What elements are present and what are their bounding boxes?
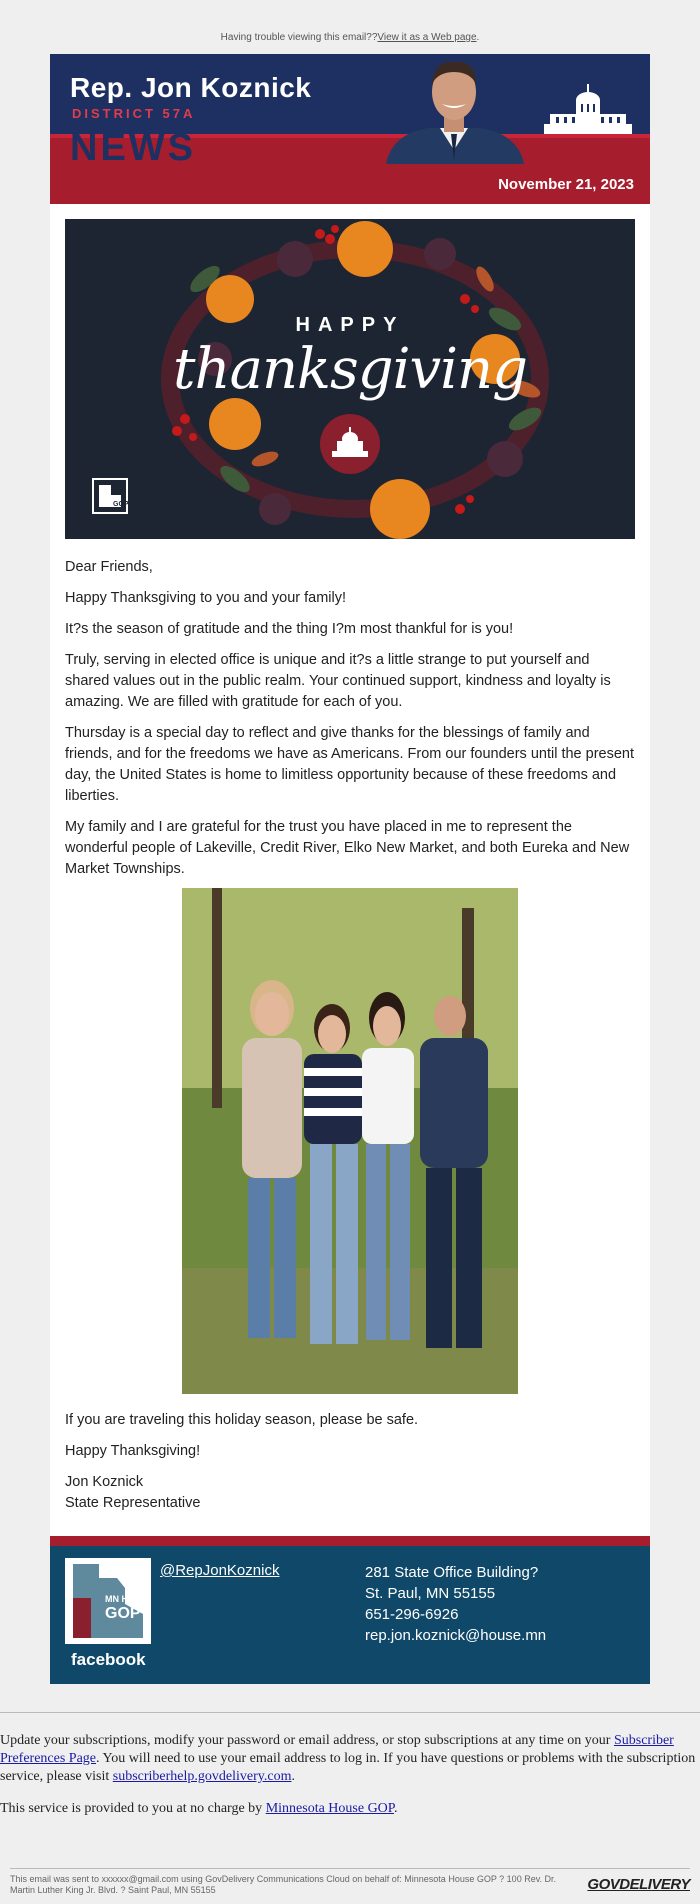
greeting: Dear Friends, xyxy=(65,559,153,575)
paragraph-4: Thursday is a special day to reflect and give thanks for the blessings of family and friends, and for the freedoms we have as Americans. From our founders until the present day, the United States is home to limitless opportunity because of these freedoms and liberties. xyxy=(65,725,635,804)
service-provided-notice: This service is provided to you at no charge by Minnesota House GOP. xyxy=(0,1801,398,1816)
district-label: DISTRICT 57A xyxy=(72,106,196,121)
mn-house-gop-logo[interactable] xyxy=(65,1558,151,1644)
svg-text:GOP: GOP xyxy=(113,501,129,508)
family-photo xyxy=(182,888,518,1394)
facebook-handle-link[interactable]: @RepJonKoznick xyxy=(160,1562,280,1579)
paragraph-7: Happy Thanksgiving! xyxy=(65,1443,201,1459)
phone-number: 651-296-6926 xyxy=(365,1606,459,1623)
subscriber-help-link[interactable]: subscriberhelp.govdelivery.com xyxy=(112,1769,292,1784)
office-address: 281 State Office Building? St. Paul, MN 55155 651-296-6926 rep.jon.koznick@house.mn xyxy=(365,1564,547,1644)
email-address: rep.jon.koznick@house.mn xyxy=(365,1627,547,1644)
newsletter-header xyxy=(50,54,650,204)
svg-text:GOP: GOP xyxy=(105,1605,141,1622)
minnesota-house-gop-link[interactable]: Minnesota House GOP xyxy=(265,1801,395,1816)
thanksgiving-banner xyxy=(65,219,635,539)
signature-title: State Representative xyxy=(65,1495,201,1511)
govdelivery-logo[interactable]: GOVDELIVERY xyxy=(587,1876,690,1893)
trouble-viewing-note: Having trouble viewing this email??View it as a Web page. xyxy=(220,32,480,43)
email-card xyxy=(50,54,650,1684)
paragraph-6: If you are traveling this holiday season, please be safe. xyxy=(65,1412,419,1428)
paragraph-2: It?s the season of gratitude and the thing I?m most thankful for is you! xyxy=(65,621,514,637)
happy-text: HAPPY xyxy=(295,314,405,336)
view-web-page-link[interactable]: View it as a Web page xyxy=(377,32,477,43)
signature-name: Jon Koznick xyxy=(65,1474,144,1490)
subscriber-preferences-link[interactable]: Subscriber Preferences Page xyxy=(0,1733,674,1766)
paragraph-1: Happy Thanksgiving to you and your family! xyxy=(65,590,347,606)
issue-date: November 21, 2023 xyxy=(498,176,634,193)
rep-portrait xyxy=(378,54,530,164)
contact-footer xyxy=(50,1546,650,1684)
paragraph-5: My family and I are grateful for the trust you have placed in me to represent the wonderful people of Lakeville, Credit River, Elko New Market, and both Eureka and New Market Townships. xyxy=(65,819,630,877)
svg-text:MN HOUSE: MN HOUSE xyxy=(105,1594,151,1604)
facebook-label: facebook xyxy=(71,1650,146,1669)
capitol-icon xyxy=(540,78,636,138)
paragraph-3: Truly, serving in elected office is unique and it?s a little strange to put yourself and shared values out in the public realm. Your continued support, kindness and loyalty is amazing. We are filled with gratitude for each of you. xyxy=(65,652,611,710)
thanksgiving-script-text: thanksgiving xyxy=(173,337,527,402)
rep-name: Rep. Jon Koznick xyxy=(70,72,312,103)
news-label: NEWS xyxy=(70,127,196,169)
legal-footer: This email was sent to xxxxxx@gmail.com using GovDelivery Communications Cloud on behalf of: Minnesota House GOP ? 100 Rev. Dr. Martin Luther King Jr. Blvd. ? Saint Paul, MN 55155 xyxy=(10,1874,557,1895)
subscription-notice: Update your subscriptions, modify your password or email address, or stop subscriptions at any time on your Subscriber Preferences Page. You will need to use your email address to log in. If you have questions or problems with the subscription service, please visit subscriberhelp.govdelivery.com. xyxy=(0,1733,696,1784)
